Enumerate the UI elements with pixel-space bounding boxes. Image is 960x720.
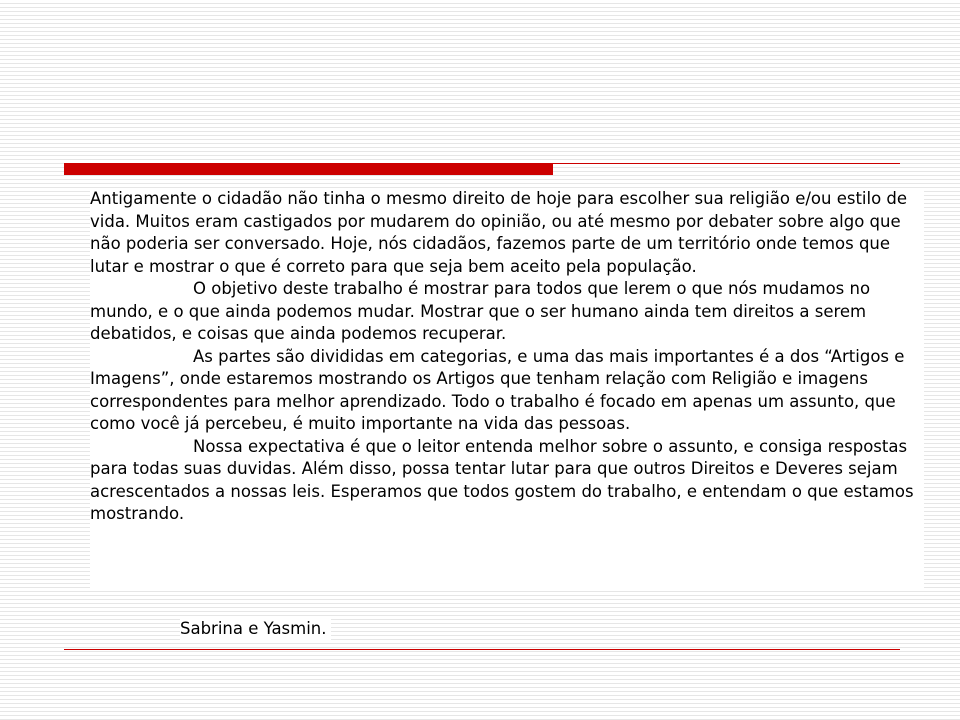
paragraph-sections: As partes são divididas em categorias, e uma das mais importantes é a dos “Artigos e Imagens”, onde estaremos mostrando os Artigos que tenham relação com Religião e imagens correspondentes para melhor aprendizado. Todo o trabalho é focado em apenas um assunto, que como você já percebeu, é muito importante na vida das pessoas. — [90, 346, 905, 433]
paragraph-intro: Antigamente o cidadão não tinha o mesmo direito de hoje para escolher sua religião e/ou estilo de vida. Muitos eram castigados por mudarem do opinião, ou até mesmo por debater sobre algo que não poderia ser conversado. Hoje, nós cidadãos, fazemos parte de um território onde temos que lutar e mostrar o que é correto para que seja bem aceito pela população. — [90, 189, 908, 276]
top-accent-bar — [64, 164, 553, 175]
body-text-box — [90, 188, 924, 588]
paragraph-objective: O objetivo deste trabalho é mostrar para todos que lerem o que nós mudamos no mundo, e o que ainda podemos mudar. Mostrar que o ser humano ainda tem direitos a serem debatidos, e coisas que ainda podemos recuperar. — [90, 279, 871, 343]
signature: Sabrina e Yasmin. — [180, 618, 331, 640]
paragraph-expectation: Nossa expectativa é que o leitor entenda melhor sobre o assunto, e consiga respostas para todas suas duvidas. Além disso, possa tentar lutar para que outros Direitos e Deveres sejam acrescentados a nossas leis. Esperamos que todos gostem do trabalho, e entendam o que estamos mostrando. — [90, 436, 914, 523]
bottom-divider-line — [64, 649, 900, 650]
